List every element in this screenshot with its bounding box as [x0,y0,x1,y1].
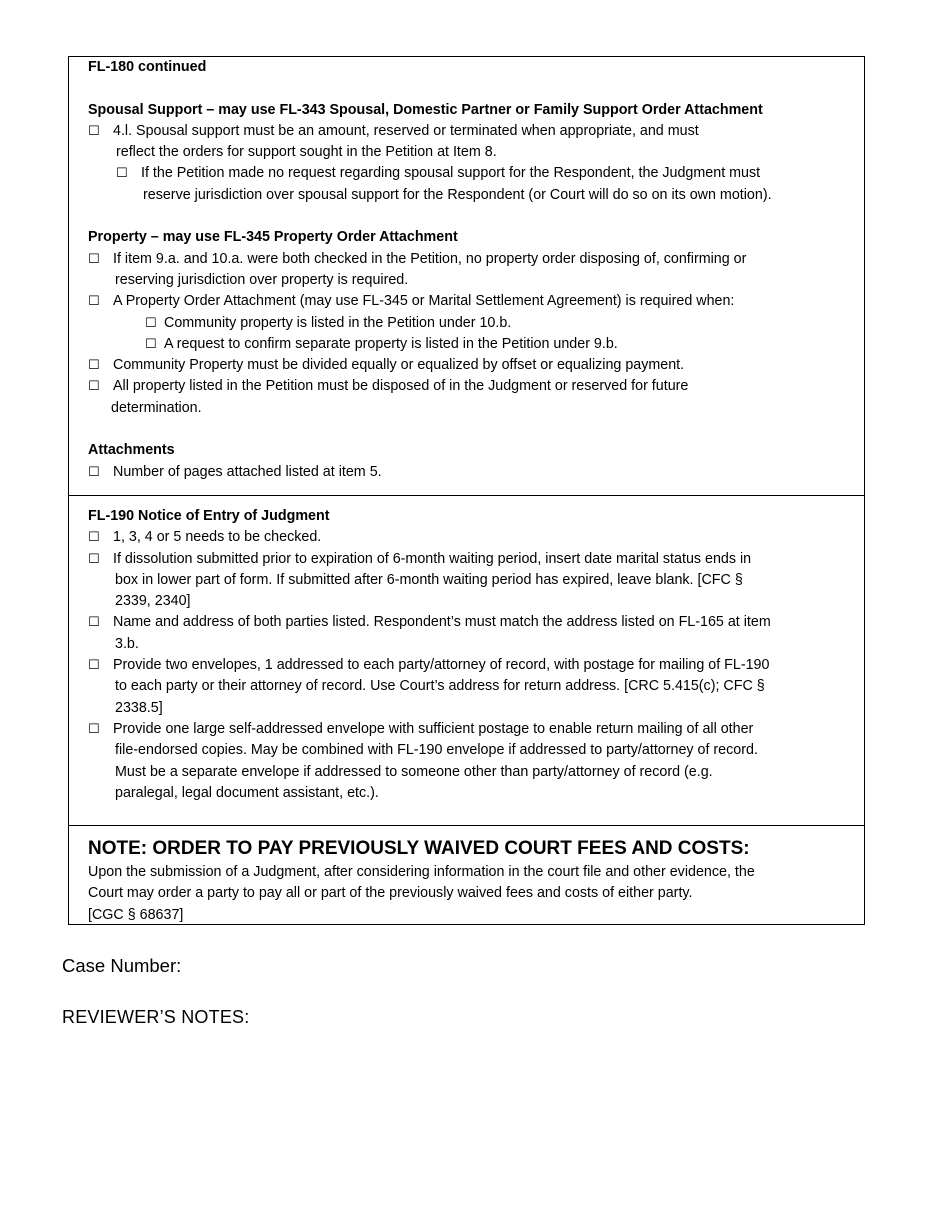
item-text: A Property Order Attachment (may use FL-345 or Marital Settlement Agreement) is required when: [113,293,735,310]
item-text: All property listed in the Petition must be disposed of in the Judgment or reserved for future [113,378,689,395]
checkbox[interactable]: ☐ [88,294,100,310]
checklist-item-fl190-2 [88,549,850,613]
checklist-item-property-2 [88,291,850,312]
item-text: Community property is listed in the Petition under 10.b. [164,314,512,331]
case-number-label: Case Number: [62,955,182,976]
item-text: Community Property must be divided equally or equalized by offset or equalizing payment. [113,357,685,374]
checklist-item-fl190-4 [88,655,850,719]
item-text: reflect the orders for support sought in the Petition at Item 8. [116,144,497,161]
checkbox[interactable]: ☐ [88,358,100,374]
checklist-item-fl190-1 [88,527,850,548]
note-body-line: [CGC § 68637] [88,906,184,923]
item-text: Provide one large self-addressed envelope with sufficient postage to enable return mailing of all other [113,720,754,737]
checklist-subitem-community-property [145,313,850,334]
checkbox[interactable]: ☐ [88,551,100,567]
checklist-item-fl190-3 [88,612,850,655]
item-text: Must be a separate envelope if addressed to someone other than party/attorney of record (e.g. [115,763,713,780]
item-text: If dissolution submitted prior to expiration of 6-month waiting period, insert date marital status ends in [113,550,752,567]
item-text: 4.l. Spousal support must be an amount, reserved or terminated when appropriate, and must [113,122,699,139]
checklist-subitem-reserve-jurisdiction [116,163,850,206]
item-text: 2338.5] [115,699,163,716]
item-text: to each party or their attorney of record. Use Court’s address for return address. [CRC 5.415(c); CFC § [115,678,765,695]
checkbox[interactable]: ☐ [88,379,100,395]
checkbox[interactable]: ☐ [88,658,100,674]
checklist-form [68,56,865,925]
item-text: box in lower part of form. If submitted after 6-month waiting period has expired, leave blank. [CFC § [115,571,743,588]
item-text: If item 9.a. and 10.a. were both checked in the Petition, no property order disposing of, confirming or [113,250,747,267]
checkbox[interactable]: ☐ [88,615,100,631]
item-text: A request to confirm separate property is listed in the Petition under 9.b. [164,335,618,352]
note-body-line: Upon the submission of a Judgment, after considering information in the court file and other evidence, the [88,864,755,880]
checklist-item-attachments [88,462,850,483]
item-text: 2339, 2340] [115,593,191,610]
item-text: If the Petition made no request regarding spousal support for the Respondent, the Judgment must [141,165,761,182]
item-text: paralegal, legal document assistant, etc.). [115,784,379,801]
item-text: reserving jurisdiction over property is required. [115,271,409,288]
item-text: 3.b. [115,635,139,652]
item-text: reserve jurisdiction over spousal support for the Respondent (or Court will do so on its own motion). [143,186,772,203]
item-text: file-endorsed copies. May be combined with FL-190 envelope if addressed to party/attorney of record. [115,742,758,759]
property-title: Property – may use FL-345 Property Order Attachment [88,229,458,246]
section-header: FL-180 continued [88,59,207,75]
checkbox[interactable]: ☐ [88,123,100,139]
item-text: determination. [111,399,202,416]
checkbox[interactable]: ☐ [88,530,100,546]
checkbox[interactable]: ☐ [145,315,157,331]
fl190-section [69,496,864,826]
fee-waiver-note-section [69,826,864,924]
item-text: Provide two envelopes, 1 addressed to each party/attorney of record, with postage for mailing of FL-190 [113,657,770,674]
fl180-section [69,57,864,496]
item-text: 1, 3, 4 or 5 needs to be checked. [113,529,322,546]
checkbox[interactable]: ☐ [88,721,100,737]
checklist-item-property-1 [88,249,850,292]
attachments-title: Attachments [88,442,175,459]
spousal-support-title: Spousal Support – may use FL-343 Spousal, Domestic Partner or Family Support Order Attachment [88,101,763,118]
note-body-line: Court may order a party to pay all or part of the previously waived fees and costs of either party. [88,885,693,902]
checklist-item-property-4 [88,376,850,419]
checkbox[interactable]: ☐ [88,464,100,480]
item-text: Name and address of both parties listed. Respondent’s must match the address listed on FL-165 at item [113,614,771,631]
fl190-title: FL-190 Notice of Entry of Judgment [88,508,330,524]
checkbox[interactable]: ☐ [116,166,128,182]
checklist-item-spousal-support [88,121,850,164]
reviewer-notes-label: REVIEWER’S NOTES: [62,1007,250,1027]
checkbox[interactable]: ☐ [145,336,157,352]
item-text: Number of pages attached listed at item 5. [113,463,382,480]
checklist-subitem-separate-property [145,334,850,355]
checklist-item-fl190-5 [88,719,850,804]
checkbox[interactable]: ☐ [88,251,100,267]
checklist-item-property-3 [88,355,850,376]
note-heading: NOTE: ORDER TO PAY PREVIOUSLY WAIVED COURT FEES AND COSTS: [88,838,750,859]
